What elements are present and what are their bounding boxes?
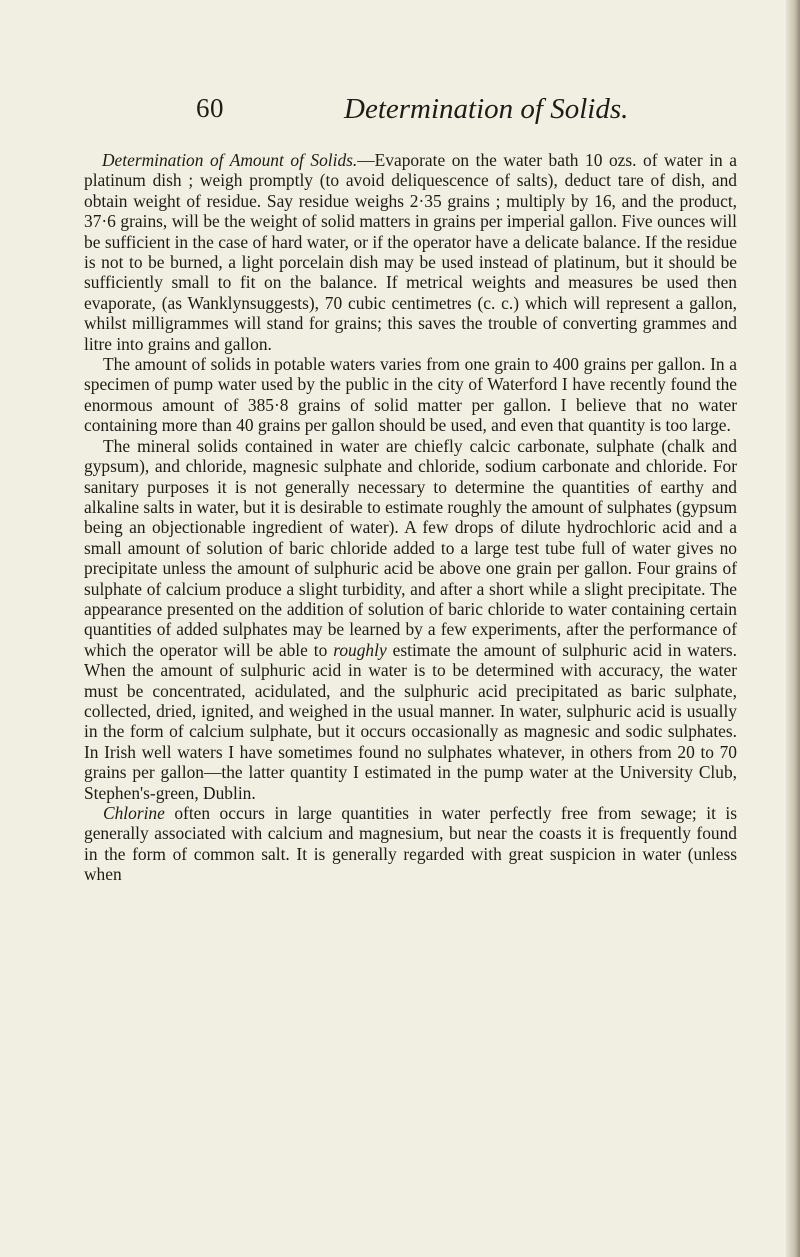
paragraph-chlorine	[84, 803, 737, 885]
paragraph-amount	[84, 354, 737, 436]
page-edge	[786, 0, 800, 1257]
section-heading: Determination of Amount of Solids.	[102, 150, 358, 170]
paragraph-text: often occurs in large quantities in water perfectly free from sewage; it is generally associated with calcium and magnesium, but near the coasts it is frequently found in the form of common salt. It is generally regarded with great suspicion in water (unless when	[84, 803, 737, 885]
paragraph-text: The mineral solids contained in water are chiefly calcic carbonate, sulphate (chalk and gypsum), and chloride, magnesic sulphate and chloride, sodium carbonate and chloride. For sanitary purposes it is not generally necessary to determine the quantities of earthy and alkaline salts in water, but it is desirable to estimate roughly the amount of sulphates (gypsum being an objectionable ingredient of water). A few drops of dilute hydrochloric acid and a small amount of solution of baric chloride added to a large test tube full of water gives no precipitate unless the amount of sulphuric acid be above one grain per gallon. Four grains of sulphate of calcium produce a slight turbidity, and after a short while a slight precipitate. The appearance presented on the addition of solution of baric chloride to water containing certain quantities of added sulphates may be learned by a few experiments, after the performance of which the operator will be able to	[84, 435, 737, 660]
section-heading: Chlorine	[103, 803, 165, 823]
paragraph-determination	[84, 150, 737, 354]
paragraph-text: The amount of solids in potable waters varies from one grain to 400 grains per gallon. In a specimen of pump water used by the public in the city of Waterford I have recently found the enormous amount of 385·8 grains of solid matter per gallon. I believe that no water containing more than 40 grains per gallon should be used, and even that quantity is too large.	[84, 354, 737, 436]
page-header	[196, 93, 716, 133]
paragraph-text: estimate the amount of sulphuric acid in waters. When the amount of sulphuric acid in water is to be determined with accuracy, the water must be concentrated, acidulated, and the sulphuric acid precipitated as baric sulphate, collected, dried, ignited, and weighed in the usual manner. In water, sulphuric acid is usually in the form of calcium sulphate, but it occurs occasionally as magnesic and sodic sulphates. In Irish well waters I have sometimes found no sulphates whatever, in others from 20 to 70 grains per gallon—the latter quantity I estimated in the pump water at the University Club, Stephen's-green, Dublin.	[84, 639, 737, 803]
body-text	[84, 150, 737, 885]
paragraph-mineral-solids	[84, 436, 737, 803]
page-number: 60	[196, 93, 224, 123]
paragraph-text: —Evaporate on the water bath 10 ozs. of water in a platinum dish ; weigh promptly (to avoid deliquescence of salts), deduct tare of dish, and obtain weight of residue. Say residue weighs 2·35 grains ; multiply by 16, and the product, 37·6 grains, will be the weight of solid matters in grains per imperial gallon. Five ounces will be sufficient in the case of hard water, or if the operator have a delicate balance. If the residue is not to be burned, a light porcelain dish may be used instead of platinum, but it should be sufficiently small to fit on the balance. If metrical weights and measures be used then evaporate, (as Wanklynsuggests), 70 cubic centimetres (c. c.) which will represent a gallon, whilst milligrammes will stand for grains; this saves the trouble of converting grammes and litre into grains and gallon.	[84, 150, 737, 354]
emphasis-word: roughly	[333, 639, 387, 660]
running-title: Determination of Solids.	[344, 93, 629, 125]
